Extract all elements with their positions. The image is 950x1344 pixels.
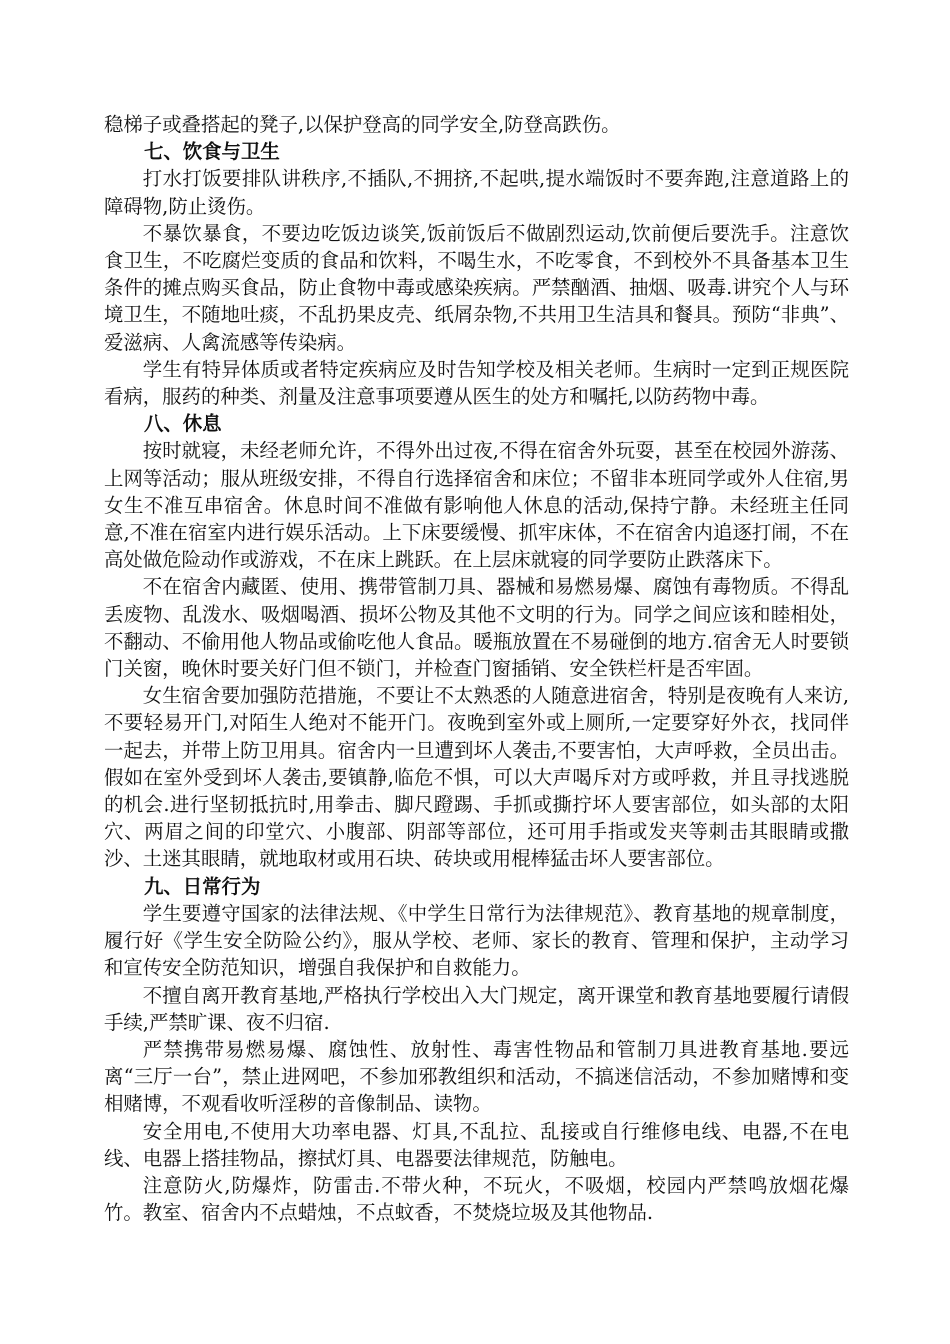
paragraph-special-health: 学生有特异体质或者特定疾病应及时告知学校及相关老师。生病时一定到正规医院看病，服药的种类、剂量及注意事项要遵从医生的处方和嘱托,以防药物中毒。 bbox=[104, 357, 849, 409]
paragraph-leave-base: 不擅自离开教育基地,严格执行学校出入大门规定，离开课堂和教育基地要履行请假手续,严禁旷课、夜不归宿. bbox=[104, 983, 849, 1034]
document-page bbox=[104, 111, 849, 1226]
paragraph-meal-queue: 打水打饭要排队讲秩序,不插队,不拥挤,不起哄,提水端饭时不要奔跑,注意道路上的障碍物,防止烫伤。 bbox=[104, 167, 849, 218]
section-heading-rest: 八、休息 bbox=[144, 412, 222, 436]
section-heading-daily-conduct: 九、日常行为 bbox=[144, 874, 261, 898]
paragraph-laws: 学生要遵守国家的法律法规、《中学生日常行为法律规范》、教育基地的规章制度，履行好《学生安全防险公约》，服从学校、老师、家长的教育、管理和保护，主动学习和宣传安全防范知识，增强自我保护和自救能力。 bbox=[104, 901, 849, 980]
paragraph-continuation: 稳梯子或叠搭起的凳子,以保护登高的同学安全,防登高跌伤。 bbox=[104, 113, 621, 136]
paragraph-girls-dorm: 女生宿舍要加强防范措施，不要让不太熟悉的人随意进宿舍，特别是夜晚有人来访,不要轻易开门,对陌生人绝对不能开门。夜晚到室外或上厕所,一定要穿好外衣，找同伴一起去，并带上防卫用具。宿舍内一旦遭到坏人袭击,不要害怕，大声呼救，全员出击。假如在室外受到坏人袭击,要镇静,临危不惧，可以大声喝斥对方或呼救，并且寻找逃脱的机会.进行坚韧抵抗时,用拳击、脚尺蹬踢、手抓或撕拧坏人要害部位，如头部的太阳穴、两眉之间的印堂穴、小腹部、阴部等部位，还可用手指或发夹等刺击其眼睛或撒沙、土迷其眼睛，就地取材或用石块、砖块或用棍棒猛击坏人要害部位。 bbox=[104, 684, 849, 871]
paragraph-fire-safety: 注意防火,防爆炸，防雷击.不带火种，不玩火，不吸烟，校园内严禁鸣放烟花爆竹。教室、宿舍内不点蜡烛，不点蚊香，不焚烧垃圾及其他物品. bbox=[104, 1173, 849, 1225]
paragraph-prohibited-items: 严禁携带易燃易爆、腐蚀性、放射性、毒害性物品和管制刀具进教育基地.要远离“三厅一台”，禁止进网吧，不参加邪教组织和活动，不搞迷信活动，不参加赌博和变相赌博，不观看收听淫秽的音像制品、读物。 bbox=[104, 1037, 849, 1116]
paragraph-bedtime: 按时就寝，未经老师允许，不得外出过夜,不得在宿舍外玩耍，甚至在校园外游荡、上网等活动；服从班级安排，不得自行选择宿舍和床位；不留非本班同学或外人住宿,男女生不准互串宿舍。休息时间不准做有影响他人休息的活动,保持宁静。未经班主任同意,不准在宿室内进行娱乐活动。上下床要缓慢、抓牢床体，不在宿舍内追逐打闹，不在高处做危险动作或游戏，不在床上跳跃。在上层床就寝的同学要防止跌落床下。 bbox=[104, 439, 849, 572]
paragraph-diet-hygiene: 不暴饮暴食，不要边吃饭边谈笑,饭前饭后不做剧烈运动,饮前便后要洗手。注意饮食卫生，不吃腐烂变质的食品和饮料，不喝生水，不吃零食，不到校外不具备基本卫生条件的摊点购买食品，防止食物中毒或感染疾病。严禁酗酒、抽烟、吸毒.讲究个人与环境卫生，不随地吐痰，不乱扔果皮壳、纸屑杂物,不共用卫生洁具和餐具。预防“非典”、爱滋病、人禽流感等传染病。 bbox=[104, 221, 849, 354]
section-heading-diet-hygiene: 七、饮食与卫生 bbox=[144, 140, 280, 164]
paragraph-electricity: 安全用电,不使用大功率电器、灯具,不乱拉、乱接或自行维修电线、电器,不在电线、电器上搭挂物品，擦拭灯具、电器要法律规范，防触电。 bbox=[104, 1119, 849, 1170]
paragraph-dorm-safety: 不在宿舍内藏匿、使用、携带管制刀具、器械和易燃易爆、腐蚀有毒物质。不得乱丢废物、乱泼水、吸烟喝酒、损坏公物及其他不文明的行为。同学之间应该和睦相处，不翻动、不偷用他人物品或偷吃他人食品。暖瓶放置在不易碰倒的地方.宿舍无人时要锁门关窗，晚休时要关好门但不锁门，并检查门窗插销、安全铁栏杆是否牢固。 bbox=[104, 575, 849, 681]
